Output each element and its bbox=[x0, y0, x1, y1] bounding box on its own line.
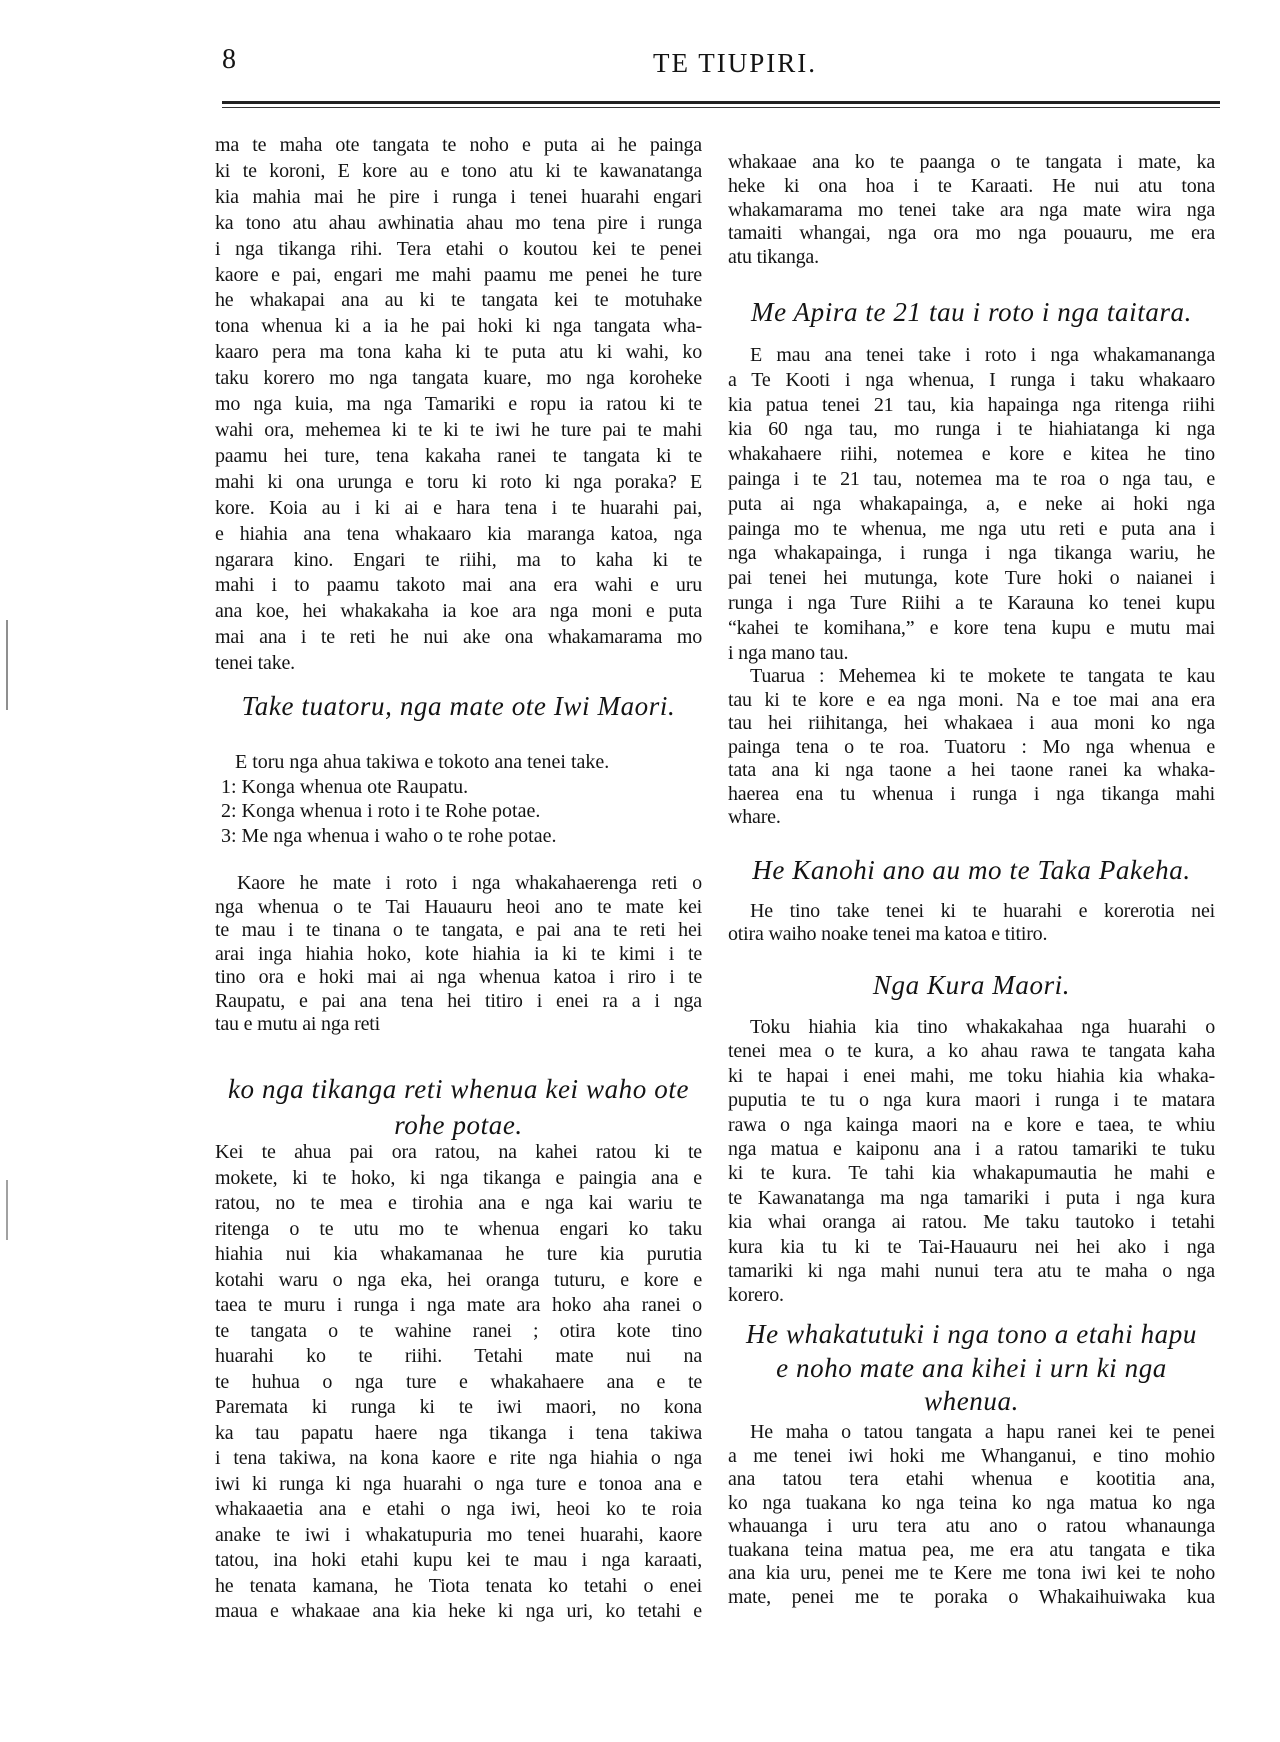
article-paragraph bbox=[728, 151, 1215, 270]
text-line: rawa o nga kainga maori na e kore e taea, te whiu bbox=[728, 1113, 1215, 1136]
text-line: ritenga o te utu mo te whenua engari ko taku bbox=[215, 1217, 702, 1240]
text-line: whauanga i uru tera atu ano o ratou whanaunga bbox=[728, 1515, 1215, 1537]
text-line: ngarara kino. Engari te riihi, ma to kaha ki te bbox=[215, 548, 702, 571]
text-line: ko nga tuakana ko nga teina ko nga matua ko nga bbox=[728, 1491, 1215, 1514]
text-line: iwi ki runga ki nga huarahi o nga ture e tonoa ana e bbox=[215, 1472, 702, 1495]
text-line: te huhua o nga ture e whakahaere ana e te bbox=[215, 1370, 702, 1393]
text-line: tenei take. bbox=[215, 652, 295, 675]
text-line: puta ai nga whakapainga, a, e neke ai hoki nga bbox=[728, 492, 1215, 515]
list-intro: E toru nga ahua takiwa e tokoto ana tenei take. bbox=[235, 751, 610, 773]
section-heading bbox=[728, 852, 1215, 888]
text-line: tau hei riihitanga, hei whakaea i aua moni ko nga bbox=[728, 712, 1215, 734]
text-line: whakahaere riihi, notemea e kore e kitea he tino bbox=[728, 443, 1215, 466]
text-line: ratou, no te mea e tirohia ana e nga kai wariu te bbox=[215, 1192, 702, 1214]
text-line: ki te kura. Te tahi kia whakapumautia he mahi e bbox=[728, 1162, 1215, 1185]
text-line: Paremata ki runga ki te iwi maori, no kona bbox=[215, 1396, 702, 1418]
list-item: 1: Konga whenua ote Raupatu. bbox=[221, 775, 469, 798]
text-line: maua e whakaae ana kia heke ki nga uri, ko tetahi e bbox=[215, 1600, 702, 1622]
text-line: a Te Kooti i nga whenua, I runga i taku whakaaro bbox=[728, 368, 1215, 391]
text-line: nga matua e kaiponu ana i a ratou tamariki te tuku bbox=[728, 1138, 1215, 1161]
text-line: hiahia nui kia whakamanaa he ture kia purutia bbox=[215, 1243, 702, 1265]
text-line: kotahi waru o nga eka, hei oranga tuturu, e kore e bbox=[215, 1268, 702, 1291]
text-line: pai tenei hei mutunga, kote Ture hoki o naianei i bbox=[728, 567, 1215, 590]
text-line: tamaiti whangai, nga ora mo nga pouauru, me era bbox=[728, 222, 1215, 245]
text-line: ki te hapai i enei mahi, me toku hiahia kia whaka- bbox=[728, 1064, 1215, 1087]
text-line: He maha o tatou tangata a hapu ranei kei te penei bbox=[750, 1421, 1215, 1443]
text-line: ki te koroni, E kore au e tono atu ki te kawanatanga bbox=[215, 159, 702, 182]
text-line: kia patua tenei 21 tau, kia hapainga nga ritenga riihi bbox=[728, 393, 1215, 416]
text-line: i nga tikanga rihi. Tera etahi o koutou kei te penei bbox=[215, 237, 702, 260]
text-line: runga i nga Ture Riihi a te Karauna ko tenei kupu bbox=[728, 591, 1215, 614]
text-line: nga whenua o te Tai Hauauru heoi ano te mate kei bbox=[215, 895, 702, 918]
heading-line: e noho mate ana kihei i urn ki nga bbox=[776, 1352, 1167, 1383]
text-line: ana koe, hei whakakaha ia koe ara nga moni e puta bbox=[215, 600, 702, 623]
text-line: ka tau papatu haere nga tikanga i tena takiwa bbox=[215, 1421, 702, 1444]
text-line: He tino take tenei ki te huarahi e korerotia nei bbox=[750, 900, 1215, 922]
text-line: i tena takiwa, na kona kaore e rite nga hiahia o nga bbox=[215, 1447, 702, 1469]
heading-line: He whakatutuki i nga tono a etahi hapu bbox=[745, 1319, 1197, 1349]
heading-line: Me Apira te 21 tau i roto i nga taitara. bbox=[751, 297, 1192, 327]
text-line: mai ana i te reti he nui ake ona whakamarama mo bbox=[215, 626, 702, 649]
masthead-title: TE TIUPIRI. bbox=[653, 48, 817, 78]
text-line: whakamarama mo tenei take ara nga mate wira nga bbox=[728, 198, 1215, 221]
heading-line: Take tuatoru, nga mate ote Iwi Maori. bbox=[241, 691, 676, 721]
text-line: e hiahia ana tena whakaaro kia maranga katoa, nga bbox=[215, 522, 702, 545]
text-line: kore. Koia au i ki ai e hara tena i te huarahi pai, bbox=[215, 496, 702, 519]
text-line: kia mahia mai he pire i runga i tenei huarahi engari bbox=[215, 185, 702, 208]
text-line: mahi i to paamu takoto mai ana era wahi e uru bbox=[215, 574, 702, 597]
text-line: taku korero mo nga tangata kuare, mo nga koroheke bbox=[215, 367, 702, 390]
text-line: heke ki ona hoa i te Karaati. He nui atu tona bbox=[728, 174, 1215, 197]
text-line: ana tatou tera etahi whenua e kootitia ana, bbox=[728, 1468, 1215, 1490]
text-line: tona whenua ki a ia he pai hoki ki nga tangata wha- bbox=[215, 315, 702, 338]
heading-line: Nga Kura Maori. bbox=[872, 970, 1071, 1000]
text-line: tino ora e hoki mai ai nga whenua katoa i riro i te bbox=[215, 966, 702, 988]
text-line: Toku hiahia kia tino whakakahaa nga huarahi o bbox=[750, 1016, 1215, 1038]
text-line: ka tono atu ahau awhinatia ahau mo tena pire i runga bbox=[215, 211, 702, 234]
scan-edge-mark bbox=[6, 1180, 8, 1240]
section-heading bbox=[215, 1071, 702, 1143]
text-line: kia whai oranga ai ratou. Me taku tautoko i tetahi bbox=[728, 1211, 1215, 1234]
page-number: 8 bbox=[222, 44, 236, 75]
text-line: tuakana teina matua pea, me era atu tangata e tika bbox=[728, 1538, 1215, 1561]
article-paragraph bbox=[728, 343, 1215, 665]
heading-line: ko nga tikanga reti whenua kei waho ote bbox=[227, 1074, 690, 1104]
text-line: anake te iwi i whakatupuria mo tenei huarahi, kaore bbox=[215, 1523, 702, 1546]
text-line: he whakapai ana au ki te tangata kei te motuhake bbox=[215, 289, 702, 312]
heading-line: whenua. bbox=[924, 1386, 1019, 1416]
text-line: tamariki ki nga mahi nunui tera atu te maha o nga bbox=[728, 1260, 1215, 1283]
text-line: atu tikanga. bbox=[728, 246, 819, 269]
text-line: huarahi ko te riihi. Tetahi mate nui na bbox=[215, 1345, 702, 1367]
list-item: 2: Konga whenua i roto i te Rohe potae. bbox=[221, 800, 541, 822]
text-line: kura kia tu ki te Tai-Hauauru nei hei ako i nga bbox=[728, 1235, 1215, 1258]
text-line: kaaro pera ma tona kaha ki te puta atu ki wahi, ko bbox=[215, 341, 702, 364]
text-line: haerea ena tu whenua i runga i nga tikanga mahi bbox=[728, 782, 1215, 805]
article-paragraph bbox=[215, 1140, 702, 1625]
text-line: ana kia uru, penei me te Kere me tona iwi kei te noho bbox=[728, 1562, 1215, 1584]
text-line: kaore e pai, engari me mahi paamu me penei he ture bbox=[215, 263, 702, 286]
text-line: paamu hei ture, tena kakaha ranei te tangata ki te bbox=[215, 444, 702, 467]
header-rule bbox=[222, 101, 1220, 104]
list-item: 3: Me nga whenua i waho o te rohe potae. bbox=[221, 824, 557, 847]
text-line: painga mo te whenua, me nga utu reti e puta ana i bbox=[728, 517, 1215, 540]
text-line: “kahei te komihana,” e kore tena kupu e mutu mai bbox=[728, 616, 1215, 639]
text-line: mahi ki ona urunga e toru ki roto ki nga poraka? E bbox=[215, 470, 702, 493]
text-line: whakaae ana ko te paanga o te tangata i mate, ka bbox=[728, 151, 1215, 173]
text-line: mate, penei me te poraka o Whakaihuiwaka kua bbox=[728, 1585, 1215, 1608]
text-line: painga i te 21 tau, notemea ma te roa o nga tau, e bbox=[728, 467, 1215, 490]
text-line: whare. bbox=[728, 806, 781, 828]
text-line: painga tena o te roa. Tuatoru : Mo nga whenua e bbox=[728, 735, 1215, 758]
heading-line: He Kanohi ano au mo te Taka Pakeha. bbox=[752, 855, 1191, 885]
article-paragraph bbox=[728, 1421, 1215, 1609]
section-heading bbox=[215, 688, 702, 724]
text-line: he tenata kamana, he Tiota tenata ko tetahi o enei bbox=[215, 1574, 702, 1597]
header-rule-thin bbox=[222, 107, 1220, 108]
text-line: wahi ora, mehemea ki te ki te iwi he ture pai te mahi bbox=[215, 418, 702, 441]
text-line: tatou, ina hoki etahi kupu kei te mau i nga karaati, bbox=[215, 1549, 702, 1571]
text-line: E mau ana tenei take i roto i nga whakamananga bbox=[750, 344, 1215, 366]
text-line: kia 60 nga tau, mo runga i te hiahiatanga ki nga bbox=[728, 418, 1215, 441]
article-paragraph bbox=[728, 1015, 1215, 1308]
text-line: te tangata o te wahine ranei ; otira kote tino bbox=[215, 1319, 702, 1342]
text-line: whakaaetia ana e etahi o nga iwi, heoi ko te roia bbox=[215, 1498, 702, 1520]
text-line: nga whakapainga, i runga i nga tikanga wariu, he bbox=[728, 542, 1215, 565]
text-line: arai inga hiahia hoko, kote hiahia ia ki te kimi i te bbox=[215, 942, 702, 965]
scan-edge-mark bbox=[6, 620, 8, 710]
article-paragraph bbox=[215, 872, 702, 1037]
text-line: Kaore he mate i roto i nga whakahaerenga reti o bbox=[237, 872, 702, 894]
section-heading bbox=[728, 967, 1215, 1003]
text-line: te Kawanatanga ma nga tamariki i puta i nga kura bbox=[728, 1186, 1215, 1209]
text-line: tata ana ki nga taone a hei taone ranei ka whaka- bbox=[728, 759, 1215, 781]
text-line: ma te maha ote tangata te noho e puta ai he painga bbox=[215, 134, 702, 156]
text-line: korero. bbox=[728, 1284, 784, 1307]
text-line: Tuarua : Mehemea ki te mokete te tangata te kau bbox=[750, 665, 1215, 687]
article-paragraph bbox=[728, 900, 1215, 946]
text-line: taea te muru i runga i nga mate ara hoko aha ranei o bbox=[215, 1294, 702, 1316]
section-heading bbox=[728, 294, 1215, 330]
article-paragraph bbox=[215, 133, 702, 677]
heading-line: rohe potae. bbox=[394, 1110, 523, 1140]
text-line: tau e mutu ai nga reti bbox=[215, 1013, 380, 1035]
text-line: Raupatu, e pai ana tena hei titiro i enei ra a i nga bbox=[215, 989, 702, 1012]
text-line: tenei mea o te kura, a ko ahau rawa te tangata kaha bbox=[728, 1040, 1215, 1063]
text-line: puputia te tu o nga kura maori i runga i te matara bbox=[728, 1089, 1215, 1112]
text-line: mo nga kuia, ma nga Tamariki e ropu ia ratou ki te bbox=[215, 393, 702, 416]
land-types-list bbox=[215, 750, 702, 848]
section-heading bbox=[728, 1318, 1215, 1419]
text-line: i nga mano tau. bbox=[728, 641, 849, 664]
text-line: tau ki te kore e ea nga moni. Na e toe mai ana era bbox=[728, 688, 1215, 711]
text-line: te mau i te tinana o te tangata, e pai ana te reti hei bbox=[215, 919, 702, 941]
text-line: a me tenei iwi hoki me Whanganui, e tino mohio bbox=[728, 1444, 1215, 1467]
text-line: otira waiho noake tenei ma katoa e titiro. bbox=[728, 923, 1048, 945]
article-paragraph bbox=[728, 665, 1215, 830]
text-line: mokete, ki te hoko, ki nga tikanga e paingia ana e bbox=[215, 1166, 702, 1189]
text-line: Kei te ahua pai ora ratou, na kahei ratou ki te bbox=[215, 1141, 702, 1163]
